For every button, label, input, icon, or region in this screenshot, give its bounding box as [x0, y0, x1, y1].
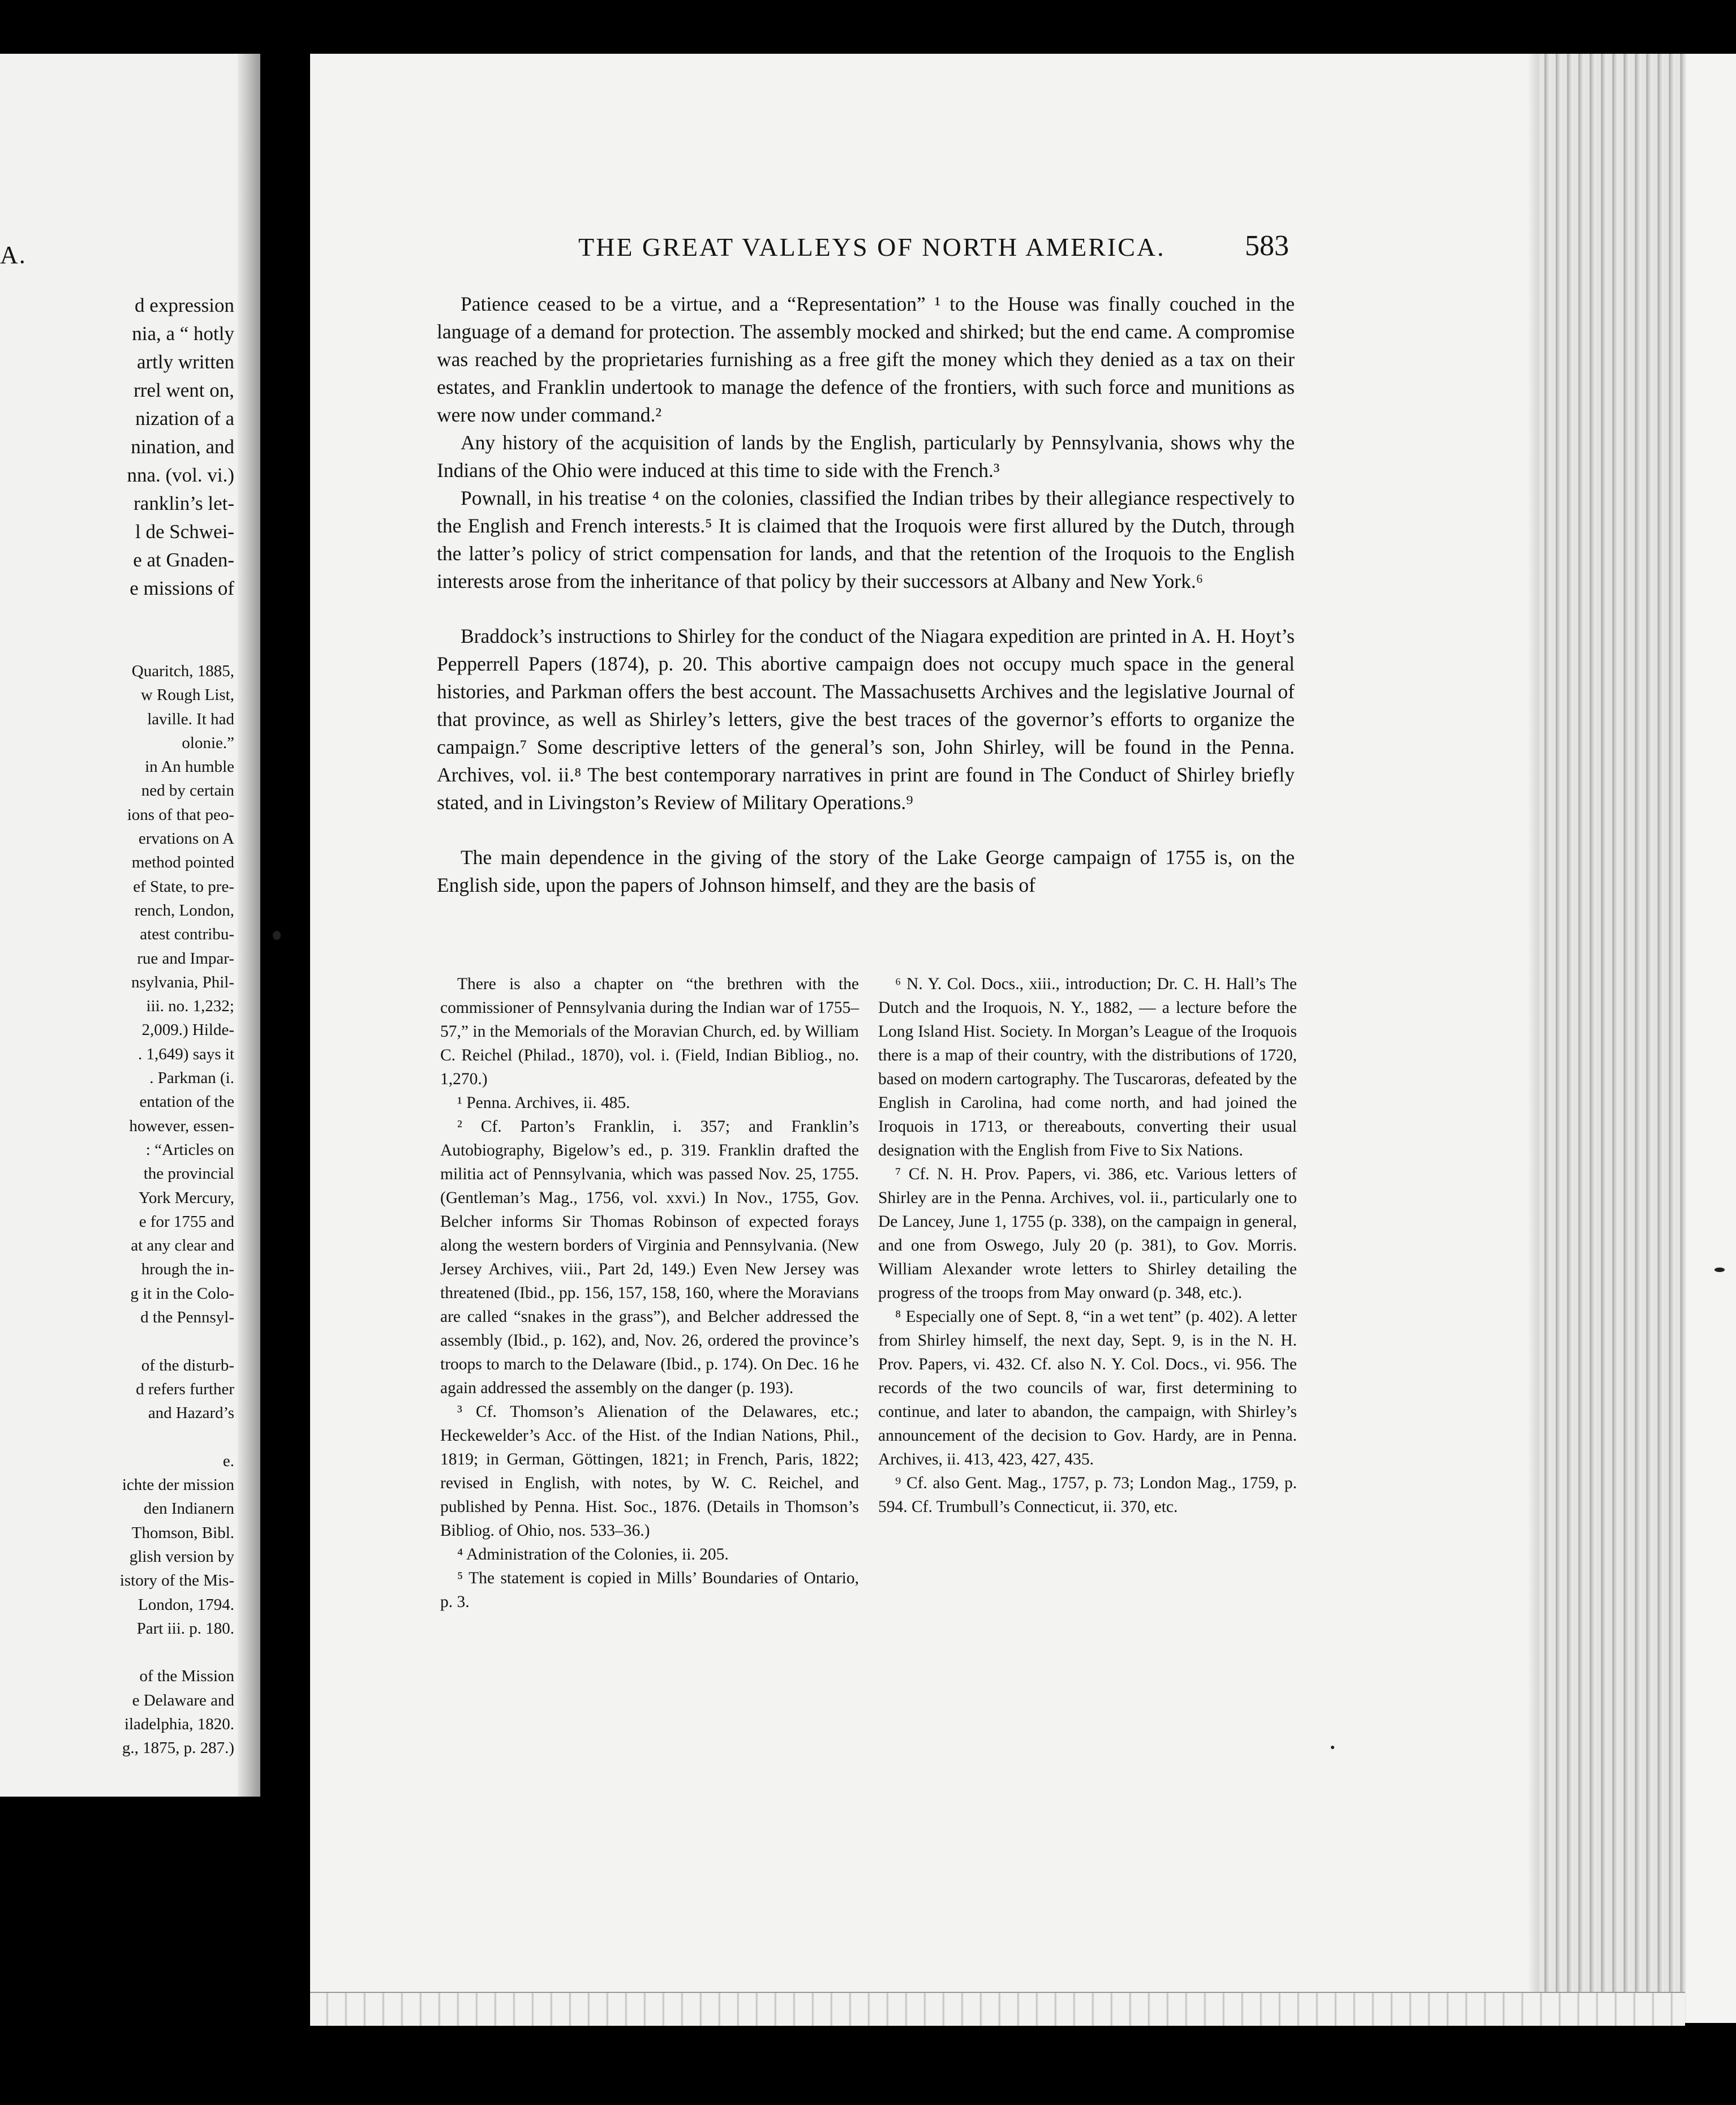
left-page-line: : “Articles on	[145, 1140, 234, 1159]
left-page-line	[120, 1425, 234, 1449]
left-page-line: 2,009.) Hilde-	[141, 1021, 234, 1039]
footnote: ⁴ Administration of the Colonies, ii. 205.	[457, 1545, 729, 1563]
left-page-line: e at Gnaden-	[133, 549, 234, 571]
left-page-line: e missions of	[130, 577, 234, 599]
left-page-line: d the Pennsyl-	[140, 1308, 234, 1327]
bottom-page-edges	[310, 1992, 1685, 2026]
left-page-line: glish version by	[129, 1547, 234, 1566]
left-page-line: method pointed	[131, 853, 234, 872]
footnote: ¹ Penna. Archives, ii. 485.	[457, 1094, 630, 1112]
footnote: ³ Cf. Thomson’s Alienation of the Delawares, etc.; Heckewelder’s Acc. of the Hist. of the Indian Nations, Phil., 1819; in German, Göttingen, 1821; in French, Paris, 1822; revised in English, with notes, by W. C. Reichel, and published by Penna. Hist. Soc., 1876. (Details in Thomson’s Bibliog. of Ohio, nos. 533–36.)	[440, 1403, 859, 1540]
left-page-line: e for 1755 and	[139, 1212, 234, 1231]
left-page-line: Thomson, Bibl.	[131, 1523, 234, 1542]
paragraph: Any history of the acquisition of lands by the English, particularly by Pennsylvania, shows why the Indians of the Ohio were induced at this time to side with the French.³	[437, 431, 1295, 482]
left-page-line: g., 1875, p. 287.)	[122, 1739, 234, 1758]
left-page-line: Part iii. p. 180.	[136, 1619, 234, 1638]
left-page-line: of the Mission	[139, 1667, 234, 1686]
paragraph: Pownall, in his treatise ⁴ on the colonies, classified the Indian tribes by their allegiance respectively to the English and French interests.⁵ It is claimed that the Iroquois were first allured by the Dutch, through the latter’s policy of strict compensation for lands, and that the retention of the Iroquois to the English interests arose from the inheritance of that policy by their successors at Albany and New York.⁶	[437, 487, 1295, 592]
left-page-line: rue and Impar-	[137, 949, 234, 968]
left-page-notes-text	[120, 659, 234, 1760]
left-page-line	[120, 1640, 234, 1664]
left-page-gutter	[238, 54, 260, 1797]
left-page-top-text	[127, 291, 234, 603]
left-page-line: ichte der mission	[122, 1476, 234, 1494]
left-page-line: ef State, to pre-	[133, 877, 234, 896]
left-page-line: at any clear and	[131, 1236, 234, 1255]
left-page-line: in An humble	[145, 758, 234, 776]
left-page-line: olonie.”	[182, 733, 234, 752]
paragraph: Braddock’s instructions to Shirley for the conduct of the Niagara expedition are printed in A. H. Hoyt’s Pepperrell Papers (1874), p. 20. This abortive campaign does not occupy much space in the general histories, and Parkman offers the best account. The Massachusetts Archives and the legislative Journal of that province, as well as Shirley’s letters, give the best traces of the governor’s efforts to organize the campaign.⁷ Some descriptive letters of the general’s son, John Shirley, will be found in the Penna. Archives, vol. ii.⁸ The best contemporary narratives in print are found in The Conduct of Shirley briefly stated, and in Livingston’s Review of Military Operations.⁹	[437, 625, 1295, 814]
footnote: ⁷ Cf. N. H. Prov. Papers, vi. 386, etc. Various letters of Shirley are in the Penna. Archives, vol. ii., particularly one to De Lancey, June 1, 1755 (p. 338), on the campaign in general, and one from Oswego, July 20 (p. 381), to Gov. Morris. William Alexander wrote letters to Shirley detailing the progress of the troops from May onward (p. 348, etc.).	[878, 1165, 1297, 1302]
left-page-line: Quaritch, 1885,	[131, 662, 234, 680]
left-page-line: artly written	[136, 351, 234, 373]
left-page-line: nna. (vol. vi.)	[127, 464, 234, 486]
left-page-line: entation of the	[139, 1093, 234, 1111]
footnote: ⁹ Cf. also Gent. Mag., 1757, p. 73; London Mag., 1759, p. 594. Cf. Trumbull’s Connecticut, ii. 370, etc.	[878, 1474, 1297, 1516]
left-page-line: rrel went on,	[134, 379, 234, 401]
left-page-line: ervations on A	[138, 830, 234, 848]
left-page-line: rench, London,	[134, 901, 234, 920]
paragraph: Patience ceased to be a virtue, and a “Representation” ¹ to the House was finally couched in the language of a demand for protection. The assembly mocked and shirked; but the end came. A compromise was reached by the proprietaries furnishing as a free gift the money which they denied as a tax on their estates, and Franklin undertook to manage the defence of the frontiers, with such force and munitions as were now under command.²	[437, 293, 1295, 426]
footnote: ⁵ The statement is copied in Mills’ Boundaries of Ontario, p. 3.	[440, 1569, 859, 1611]
left-page-line: istory of the Mis-	[119, 1571, 234, 1590]
body-text	[437, 290, 1295, 899]
left-page-line: nization of a	[135, 407, 234, 429]
left-page-line: ranklin’s let-	[134, 492, 234, 514]
left-page-line: ned by certain	[141, 781, 234, 800]
left-page-line: nination, and	[131, 436, 234, 458]
left-page-line: laville. It had	[147, 710, 234, 728]
left-page-line: iladelphia, 1820.	[124, 1715, 234, 1734]
page-stack-edges	[1539, 54, 1686, 2023]
left-page-line: . 1,649) says it	[138, 1045, 234, 1063]
left-page-line: den Indianern	[143, 1500, 234, 1518]
paragraph: The main dependence in the giving of the story of the Lake George campaign of 1755 is, on the English side, upon the papers of Johnson himself, and they are the basis of	[437, 846, 1295, 896]
left-page-line: York Mercury,	[138, 1188, 234, 1207]
left-page-line: e Delaware and	[132, 1691, 234, 1709]
left-page-line: ions of that peo-	[127, 805, 234, 824]
left-page-line: atest contribu-	[140, 925, 234, 944]
footnotes-right-column	[878, 972, 1297, 1519]
footnote: ² Cf. Parton’s Franklin, i. 357; and Franklin’s Autobiography, Bigelow’s ed., p. 319. Franklin drafted the militia act of Pennsylvania, which was passed Nov. 25, 1755. (Gentleman’s Mag., 1756, vol. xxvi.) In Nov., 1755, Gov. Belcher informs Sir Thomas Robinson of expected forays along the western borders of Virginia and Pennsylvania. (New Jersey Archives, viii., Part 2d, 149.) Even New Jersey was threatened (Ibid., pp. 156, 157, 158, 160, where the Moravians are called “snakes in the grass”), and Belcher addressed the assembly (Ibid., p. 162), and, Nov. 26, ordered the province’s troops to march to the Delaware (Ibid., p. 174). On Dec. 16 he again addressed the assembly on the danger (p. 193).	[440, 1118, 859, 1397]
left-page-line: nia, a “ hotly	[132, 323, 234, 345]
left-page-line: however, essen-	[129, 1116, 234, 1135]
left-page-line: d expression	[135, 294, 234, 316]
scan-speck	[273, 931, 281, 940]
scan-speck	[1714, 1268, 1725, 1272]
footnotes-left-column	[440, 972, 859, 1614]
left-page-line: iii. no. 1,232;	[146, 997, 234, 1016]
running-title: THE GREAT VALLEYS OF NORTH AMERICA.	[578, 233, 1166, 261]
scan-speck	[1331, 1746, 1334, 1749]
footnote: ⁶ N. Y. Col. Docs., xiii., introduction; Dr. C. H. Hall’s The Dutch and the Iroquois, N. Y., 1882, — a lecture before the Long Island Hist. Society. In Morgan’s League of the Iroquois there is a map of their country, with the distributions of 1720, based on modern cartography. The Tuscaroras, defeated by the English in Carolina, had come north, and had joined the Iroquois in 1713, or thereabouts, converting their usual designation with the English from Five to Six Nations.	[878, 975, 1297, 1159]
left-page-line	[120, 1329, 234, 1353]
left-page-line: e.	[222, 1451, 234, 1470]
left-page-line: . Parkman (i.	[149, 1069, 234, 1088]
left-facing-page	[0, 54, 260, 1797]
left-page-line: and Hazard’s	[148, 1404, 234, 1423]
left-page-line: d refers further	[136, 1380, 234, 1398]
left-page-line: the provincial	[143, 1165, 234, 1183]
left-page-line: London, 1794.	[138, 1595, 234, 1614]
left-page-line: l de Schwei-	[135, 521, 234, 543]
left-page-line: nsylvania, Phil-	[131, 973, 234, 991]
left-page-line: hrough the in-	[141, 1260, 234, 1279]
footnote: There is also a chapter on “the brethren with the commissioner of Pennsylvania during the Indian war of 1755–57,” in the Memorials of the Moravian Church, ed. by William C. Reichel (Philad., 1870), vol. i. (Field, Indian Bibliog., no. 1,270.)	[440, 975, 859, 1088]
right-margin-strip	[1686, 54, 1736, 2023]
left-running-head: A.	[0, 241, 27, 269]
left-page-line: g it in the Colo-	[130, 1284, 234, 1303]
page-number: 583	[1245, 230, 1289, 262]
footnote: ⁸ Especially one of Sept. 8, “in a wet tent” (p. 402). A letter from Shirley himself, the next day, Sept. 9, is in the N. H. Prov. Papers, vi. 432. Cf. also N. Y. Col. Docs., vi. 956. The records of the two councils of war, first determining to continue, and later to abandon, the campaign, with Shirley’s announcement of the decision to Gov. Hardy, are in Penna. Archives, ii. 413, 423, 427, 435.	[878, 1308, 1297, 1468]
left-page-line: of the disturb-	[141, 1356, 234, 1374]
left-page-line: w Rough List,	[140, 686, 234, 704]
